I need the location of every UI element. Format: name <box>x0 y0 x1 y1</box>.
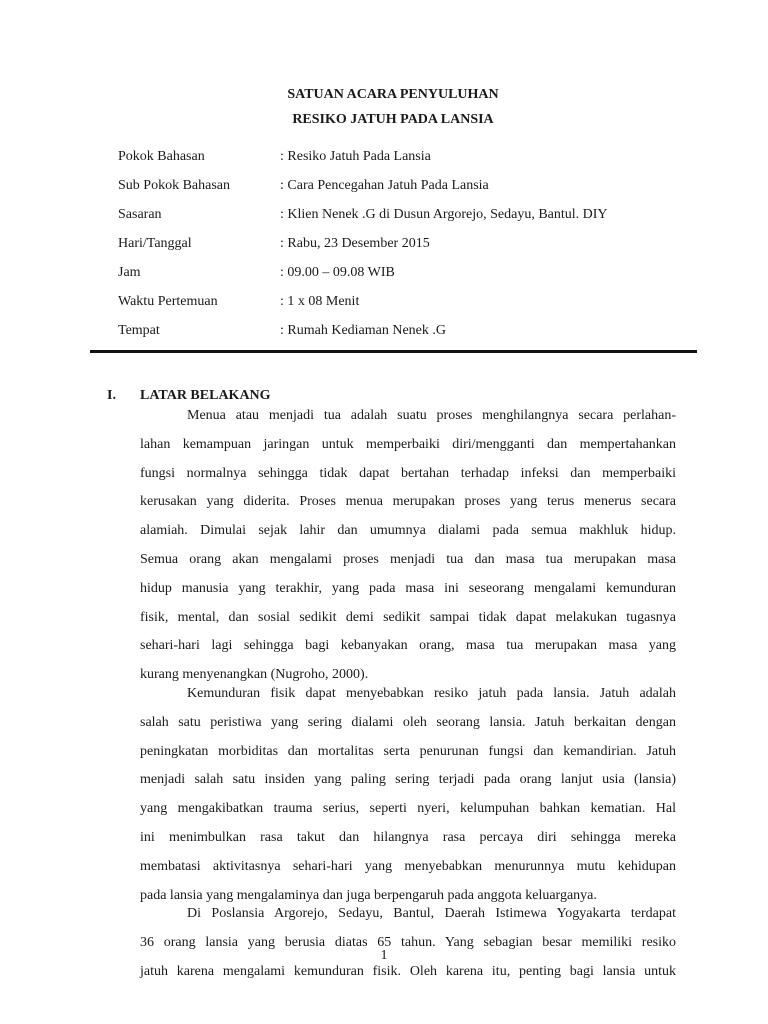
info-row <box>118 178 698 198</box>
text-line: kurang menyenangkan (Nugroho, 2000). <box>140 667 369 683</box>
text-line: peningkatan morbiditas dan mortalitas serta penurunan fungsi dan kemandirian. Jatuh <box>140 743 676 759</box>
text-line: Di Poslansia Argorejo, Sedayu, Bantul, Daerah Istimewa Yogyakarta terdapat <box>187 906 676 922</box>
info-row <box>118 265 698 285</box>
info-row <box>118 323 698 343</box>
text-line: membatasi aktivitasnya sehari-hari yang menyebabkan menurunnya mutu kehidupan <box>140 858 676 874</box>
text-line: Kemunduran fisik dapat menyebabkan resiko jatuh pada lansia. Jatuh adalah <box>187 685 676 701</box>
text-line: salah satu peristiwa yang sering dialami oleh seorang lansia. Jatuh berkaitan dengan <box>140 714 676 730</box>
text-line: fisik, mental, dan sosial sedikit demi sedikit sampai tidak dapat melakukan tugasnya <box>140 609 676 625</box>
info-label: Sasaran <box>118 207 162 222</box>
info-value: : Rabu, 23 Desember 2015 <box>280 236 430 251</box>
text-line: ini menimbulkan rasa takut dan hilangnya rasa percaya diri sehingga mereka <box>140 829 676 845</box>
body-text <box>140 405 676 990</box>
info-label: Tempat <box>118 323 160 338</box>
text-line: jatuh karena mengalami kemunduran fisik. Oleh karena itu, penting bagi lansia untuk <box>140 963 676 979</box>
paragraph <box>140 405 676 693</box>
divider-rule <box>90 350 697 353</box>
info-label: Hari/Tanggal <box>118 236 192 251</box>
text-line: alamiah. Dimulai sejak lahir dan umumnya dialami pada semua makhluk hidup. <box>140 523 676 539</box>
info-label: Waktu Pertemuan <box>118 294 218 309</box>
info-value: : Cara Pencegahan Jatuh Pada Lansia <box>280 178 489 193</box>
document-title: SATUAN ACARA PENYULUHAN <box>287 87 499 102</box>
paragraph <box>140 683 676 913</box>
info-value: : Resiko Jatuh Pada Lansia <box>280 149 431 164</box>
text-line: sehari-hari lagi sehingga bagi kebanyakan orang, masa tua merupakan masa yang <box>140 638 676 654</box>
info-row <box>118 236 698 256</box>
paragraph <box>140 903 676 989</box>
page-number: 1 <box>380 948 388 963</box>
info-value: : Klien Nenek .G di Dusun Argorejo, Sedayu, Bantul. DIY <box>280 207 608 222</box>
text-line: yang mengakibatkan trauma serius, seperti nyeri, kelumpuhan bahkan kematian. Hal <box>140 801 676 817</box>
info-row <box>118 149 698 169</box>
text-line: 36 orang lansia yang berusia diatas 65 tahun. Yang sebagian besar memiliki resiko <box>140 935 676 951</box>
text-line: hidup manusia yang terakhir, yang pada masa ini seseorang mengalami kemunduran <box>140 580 676 596</box>
section-title: LATAR BELAKANG <box>140 388 271 403</box>
text-line: fungsi normalnya sehingga tidak dapat bertahan terhadap infeksi dan memperbaiki <box>140 465 676 481</box>
text-line: pada lansia yang mengalaminya dan juga berpengaruh pada anggota keluarganya. <box>140 887 597 903</box>
text-line: lahan kemampuan jaringan untuk memperbaiki diri/mengganti dan mempertahankan <box>140 436 676 452</box>
section-number: I. <box>107 388 116 403</box>
text-line: Semua orang akan mengalami proses menjadi tua dan masa tua merupakan masa <box>140 551 676 567</box>
info-label: Pokok Bahasan <box>118 149 205 164</box>
info-row <box>118 294 698 314</box>
info-value: : 1 x 08 Menit <box>280 294 360 309</box>
text-line: menjadi salah satu insiden yang paling sering terjadi pada orang lanjut usia (lansia) <box>140 772 676 788</box>
text-line: kerusakan yang diderita. Proses menua merupakan proses yang terus menerus secara <box>140 494 676 510</box>
info-value: : 09.00 – 09.08 WIB <box>280 265 395 280</box>
text-line: Menua atau menjadi tua adalah suatu proses menghilangnya secara perlahan- <box>187 408 676 423</box>
info-value: : Rumah Kediaman Nenek .G <box>280 323 447 338</box>
info-row <box>118 207 698 227</box>
info-label: Sub Pokok Bahasan <box>118 178 230 193</box>
document-subtitle: RESIKO JATUH PADA LANSIA <box>292 112 494 127</box>
info-label: Jam <box>118 265 141 280</box>
